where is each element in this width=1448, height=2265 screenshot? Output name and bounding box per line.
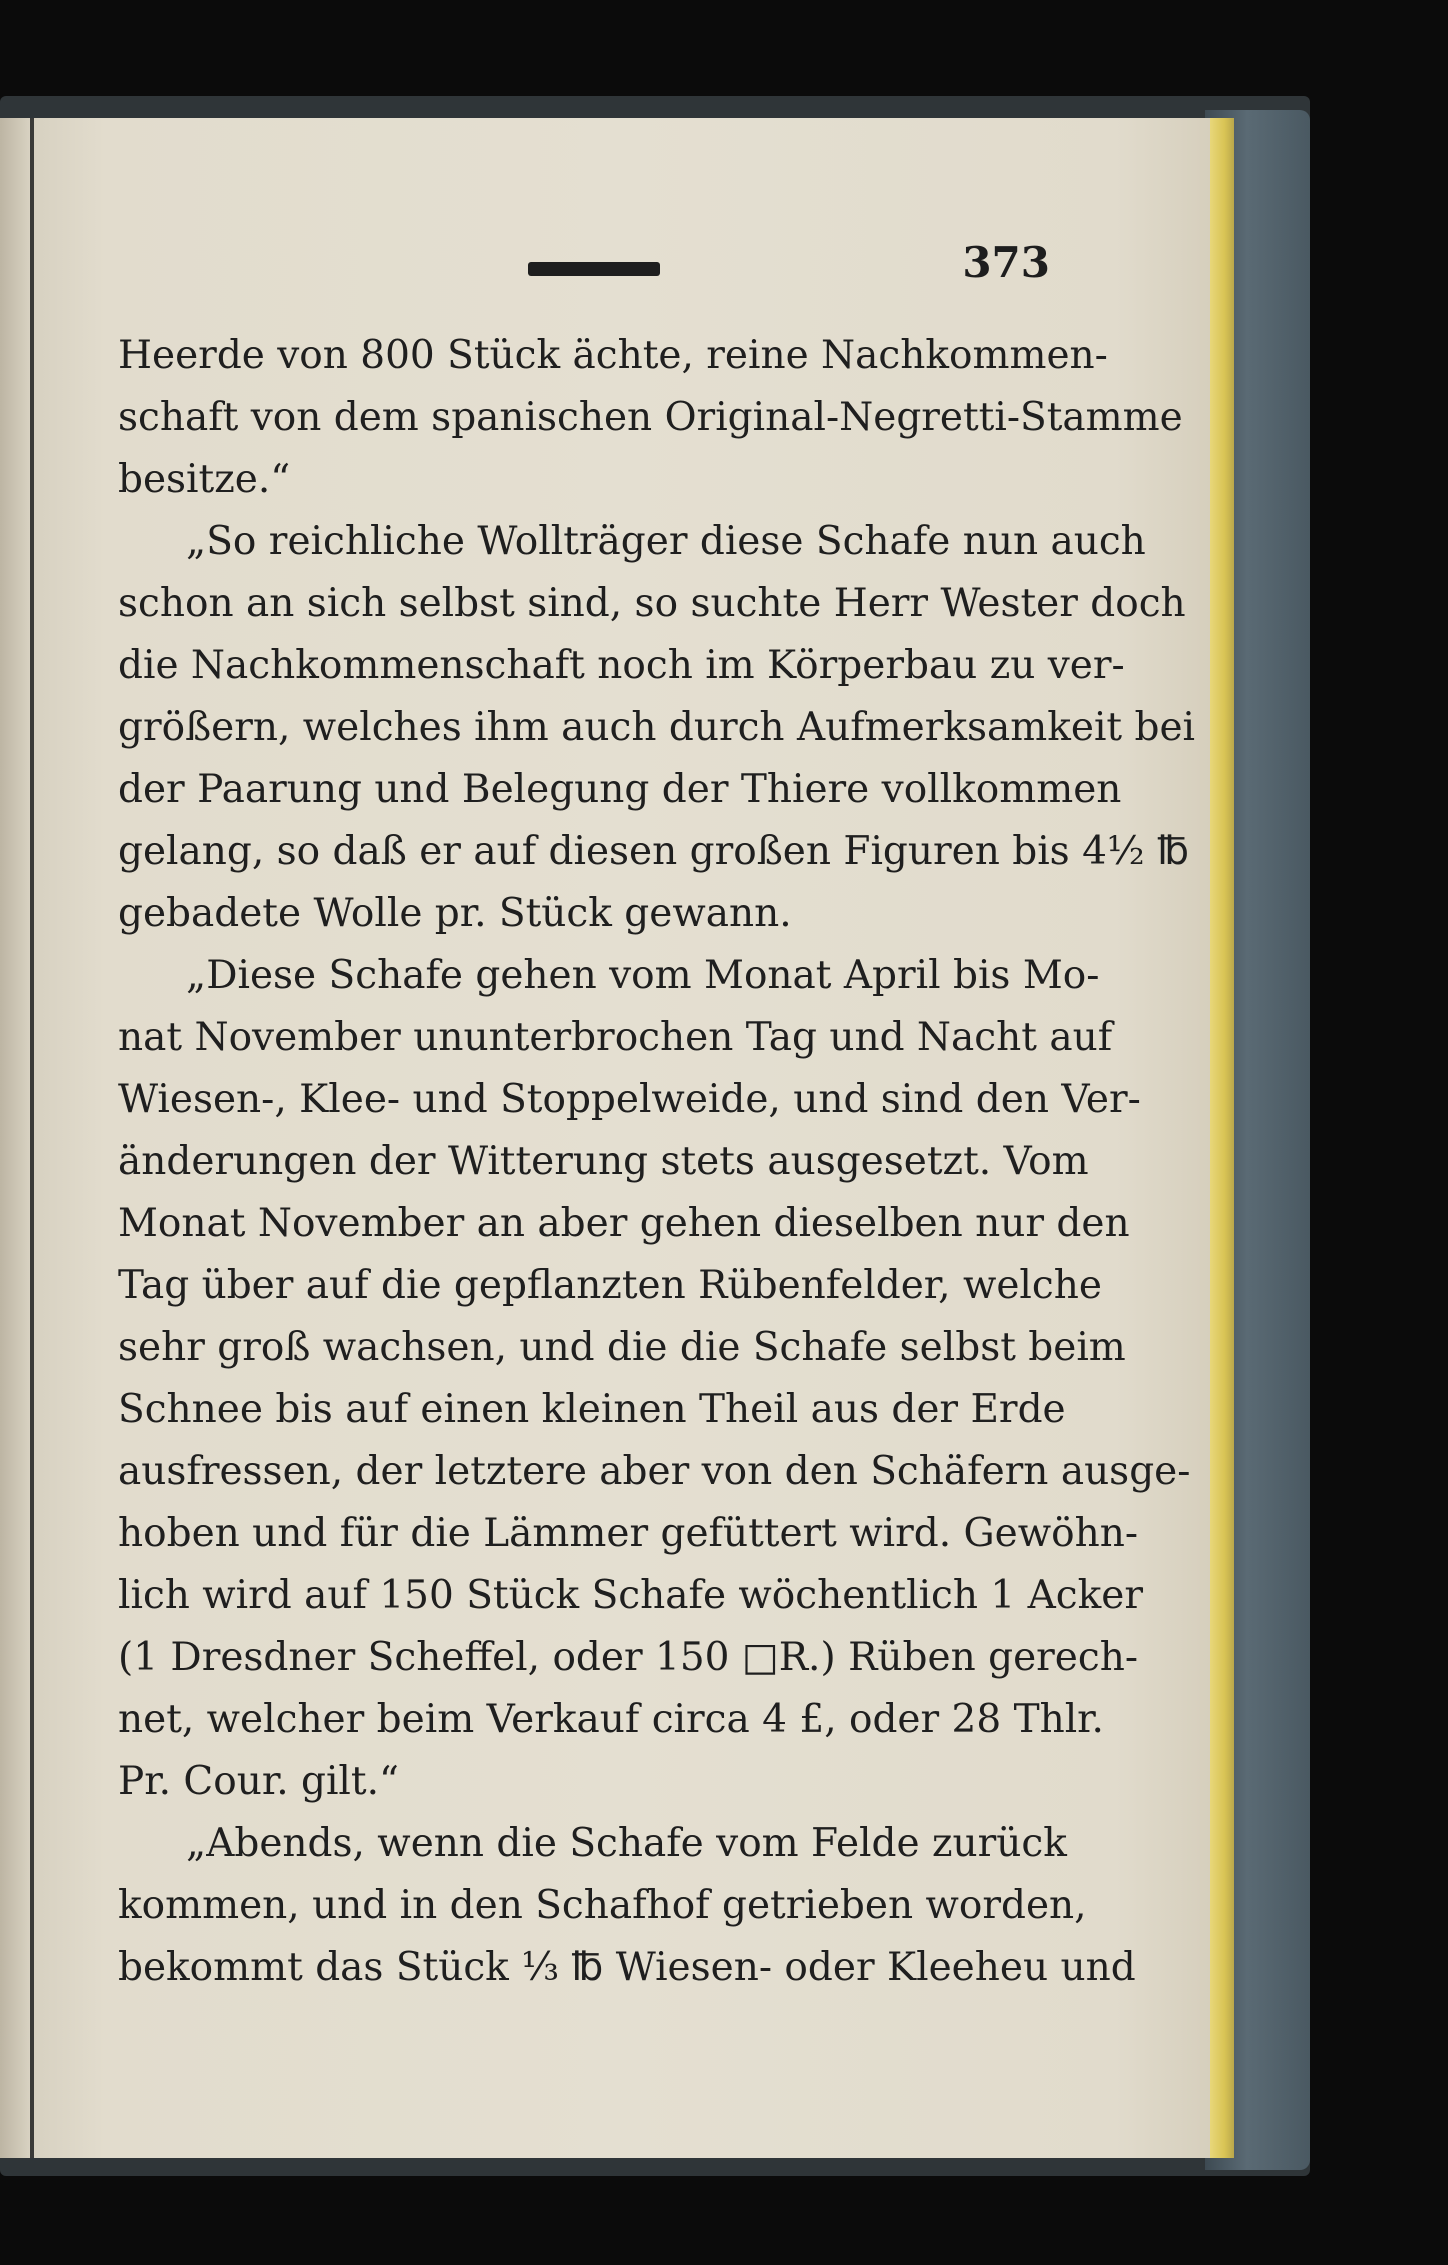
text-line: Pr. Cour. gilt.“ [118, 1759, 399, 1804]
text-line: kommen, und in den Schafhof getrieben worden, [118, 1883, 1087, 1928]
page-edge-gilt [1210, 118, 1234, 2158]
text-line: „Abends, wenn die Schafe vom Felde zurück [186, 1821, 1067, 1866]
text-line: gebadete Wolle pr. Stück gewann. [118, 891, 792, 936]
text-line: Tag über auf die gepflanzten Rübenfelder, welche [118, 1263, 1102, 1308]
text-line: sehr groß wachsen, und die die Schafe selbst beim [118, 1325, 1126, 1370]
text-line: nat November ununterbrochen Tag und Nacht auf [118, 1015, 1113, 1060]
page-number: 373 [962, 238, 1050, 287]
text-line: Heerde von 800 Stück ächte, reine Nachkommen- [118, 333, 1108, 378]
text-line: lich wird auf 150 Stück Schafe wöchentlich 1 Acker [118, 1573, 1143, 1618]
text-line: hoben und für die Lämmer gefüttert wird. Gewöhn- [118, 1511, 1138, 1556]
text-line: schon an sich selbst sind, so suchte Herr Wester doch [118, 581, 1186, 626]
text-line: ausfressen, der letztere aber von den Schäfern ausge- [118, 1449, 1191, 1494]
text-line: (1 Dresdner Scheffel, oder 150 □R.) Rüben gerech- [118, 1635, 1139, 1680]
text-line: Wiesen-, Klee- und Stoppelweide, und sind den Ver- [118, 1077, 1141, 1122]
text-line: Monat November an aber gehen dieselben nur den [118, 1201, 1130, 1246]
text-line: Schnee bis auf einen kleinen Theil aus der Erde [118, 1387, 1066, 1432]
text-line: bekommt das Stück ⅓ ℔ Wiesen- oder Kleeheu und [118, 1945, 1136, 1990]
header-rule-ornament [528, 262, 660, 276]
text-line: besitze.“ [118, 457, 291, 502]
text-line: die Nachkommenschaft noch im Körperbau zu ver- [118, 643, 1125, 688]
text-line: größern, welches ihm auch durch Aufmerksamkeit bei [118, 705, 1196, 750]
text-line: der Paarung und Belegung der Thiere vollkommen [118, 767, 1122, 812]
text-line: net, welcher beim Verkauf circa 4 £, oder 28 Thlr. [118, 1697, 1104, 1742]
page-text-block [118, 325, 1196, 1999]
text-line: gelang, so daß er auf diesen großen Figuren bis 4½ ℔ [118, 829, 1189, 874]
text-line: änderungen der Witterung stets ausgesetzt. Vom [118, 1139, 1089, 1184]
text-line: „So reichliche Wollträger diese Schafe nun auch [186, 519, 1146, 564]
facing-page-edge [0, 118, 30, 2158]
text-line: schaft von dem spanischen Original-Negretti-Stamme [118, 395, 1183, 440]
text-line: „Diese Schafe gehen vom Monat April bis Mo- [186, 953, 1100, 998]
